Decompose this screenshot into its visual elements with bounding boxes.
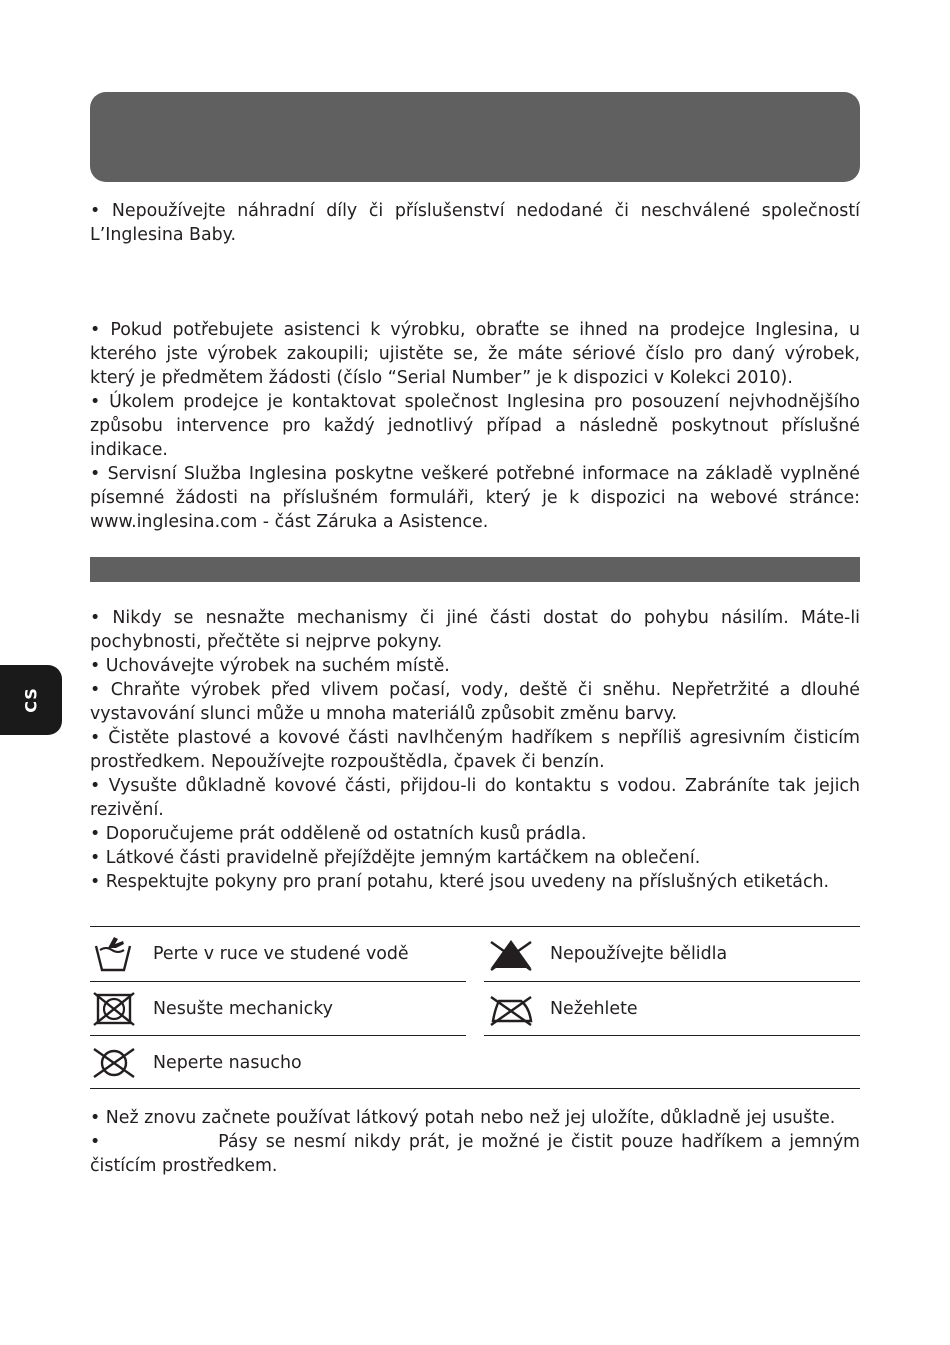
- care-item-label: Nežehlete: [550, 999, 638, 1019]
- language-tab-label: CS: [21, 687, 41, 713]
- hand-wash-icon: [90, 934, 138, 974]
- care-symbols-table: [90, 926, 860, 1089]
- care-item-label: Nesušte mechanicky: [153, 999, 333, 1019]
- paragraph: • Úkolem prodejce je kontaktovat společnost Inglesina pro posouzení nejvhodnějšího způsobu intervence pro každý jednotlivý případ a následně poskytnout příslušné indikace.: [90, 392, 860, 460]
- section-assistance: [90, 318, 860, 534]
- section-drying-belts: [90, 1106, 866, 1178]
- paragraph: • Než znovu začnete používat látkový potah nebo než jej uložíte, důkladně jej usušte.: [90, 1108, 836, 1128]
- care-item-label: Nepoužívejte bělidla: [550, 944, 728, 964]
- section-bar: [90, 557, 860, 582]
- language-tab: [0, 665, 62, 735]
- paragraph: • Respektujte pokyny pro praní potahu, které jsou uvedeny na příslušných etiketách.: [90, 872, 830, 892]
- paragraph: • Čistěte plastové a kovové části navlhčeným hadříkem s nepříliš agresivním čisticím prostředkem. Nepoužívejte rozpouštědla, čpavek či benzín.: [90, 728, 860, 772]
- section-parts-warning: [90, 199, 860, 247]
- paragraph: • Doporučujeme prát odděleně od ostatních kusů prádla.: [90, 824, 587, 844]
- care-item-no-bleach: [487, 927, 860, 981]
- paragraph: • Nepoužívejte náhradní díly či příslušenství nedodané či neschválené společností L’Inglesina Baby.: [90, 201, 860, 245]
- no-dry-clean-icon: [90, 1043, 138, 1083]
- paragraph: • Vysušte důkladně kovové části, přijdou-li do kontaktu s vodou. Zabráníte tak jejich rezivění.: [90, 776, 860, 820]
- paragraph: • Nikdy se nesnažte mechanismy či jiné části dostat do pohybu násilím. Máte-li pochybnosti, přečtěte si nejprve pokyny.: [90, 608, 860, 652]
- section-maintenance: [90, 606, 860, 894]
- care-item-label: Neperte nasucho: [153, 1053, 302, 1073]
- paragraph: • Chraňte výrobek před vlivem počasí, vody, deště či sněhu. Nepřetržité a dlouhé vystavování slunci může u mnoha materiálů způsobit změnu barvy.: [90, 680, 860, 724]
- care-item-hand-wash: [90, 927, 466, 981]
- paragraph: • Látkové části pravidelně přejíždějte jemným kartáčkem na oblečení.: [90, 848, 701, 868]
- paragraph: • Pásy se nesmí nikdy prát, je možné je čistit pouze hadříkem a jemným čistícím prostředkem.: [90, 1132, 866, 1176]
- no-bleach-icon: [487, 934, 535, 974]
- paragraph: • Uchovávejte výrobek na suchém místě.: [90, 656, 450, 676]
- no-iron-icon: [487, 989, 535, 1029]
- header-band: [90, 92, 860, 182]
- paragraph: • Pokud potřebujete asistenci k výrobku, obraťte se ihned na prodejce Inglesina, u kterého jste výrobek zakoupili; ujistěte se, že máte sériové číslo pro daný výrobek, který je předmětem žádosti (číslo “Serial Number” je k dispozici v Kolekci 2010).: [90, 320, 860, 388]
- no-tumble-dry-icon: [90, 989, 138, 1029]
- care-item-label: Perte v ruce ve studené vodě: [153, 944, 409, 964]
- paragraph: • Servisní Služba Inglesina poskytne veškeré potřebné informace na základě vyplněné písemné žádosti na příslušném formuláři, který je k dispozici na webové stránce: www.inglesina.com - část Záruka a Asistence.: [90, 464, 860, 532]
- care-item-no-dry-clean: [90, 1036, 466, 1090]
- care-item-no-iron: [487, 982, 860, 1036]
- care-item-no-tumble-dry: [90, 982, 466, 1036]
